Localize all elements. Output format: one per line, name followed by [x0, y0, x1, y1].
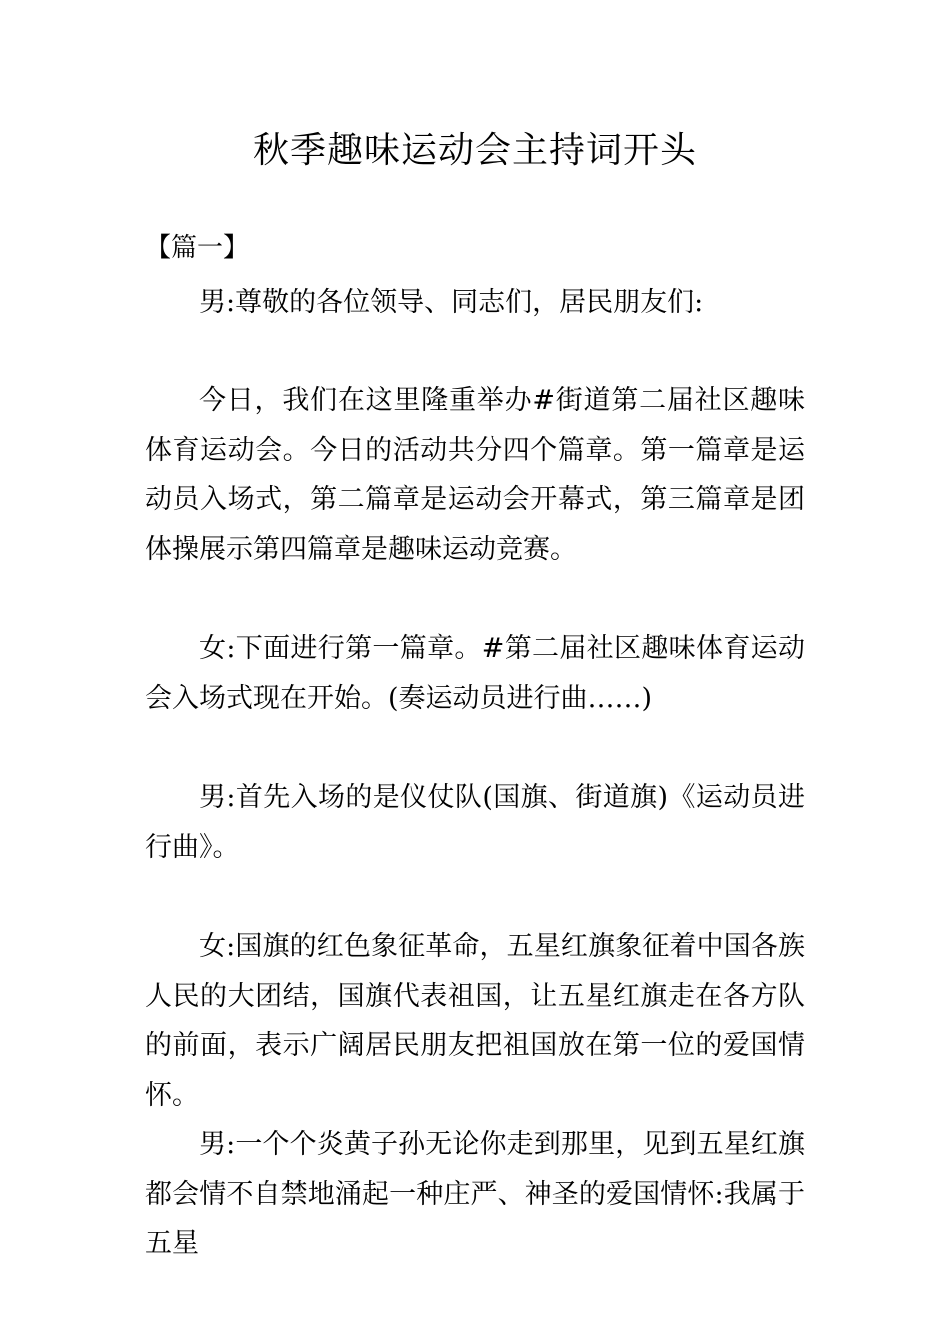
paragraph-5: 女:国旗的红色象征革命，五星红旗象征着中国各族人民的大团结，国旗代表祖国，让五星红旗走在各方队的前面，表示广阔居民朋友把祖国放在第一位的爱国情怀。: [145, 931, 805, 1111]
paragraph-2: 今日，我们在这里隆重举办#街道第二届社区趣味体育运动会。今日的活动共分四个篇章。第一篇章是运动员入场式，第二篇章是运动会开幕式，第三篇章是团体操展示第四篇章是趣味运动竞赛。: [145, 385, 805, 565]
document-title: 秋季趣味运动会主持词开头: [252, 130, 697, 171]
paragraph-4: 男:首先入场的是仪仗队(国旗、街道旗)《运动员进行曲》。: [145, 782, 805, 863]
paragraph-1: 男:尊敬的各位领导、同志们，居民朋友们:: [199, 287, 704, 318]
section-label: 【篇一】: [145, 233, 250, 263]
paragraph-6: 男:一个个炎黄子孙无论你走到那里，见到五星红旗都会情不自禁地涌起一种庄严、神圣的爱国情怀:我属于五星: [145, 1129, 805, 1259]
paragraph-3: 女:下面进行第一篇章。#第二届社区趣味体育运动会入场式现在开始。(奏运动员进行曲……): [145, 633, 805, 714]
